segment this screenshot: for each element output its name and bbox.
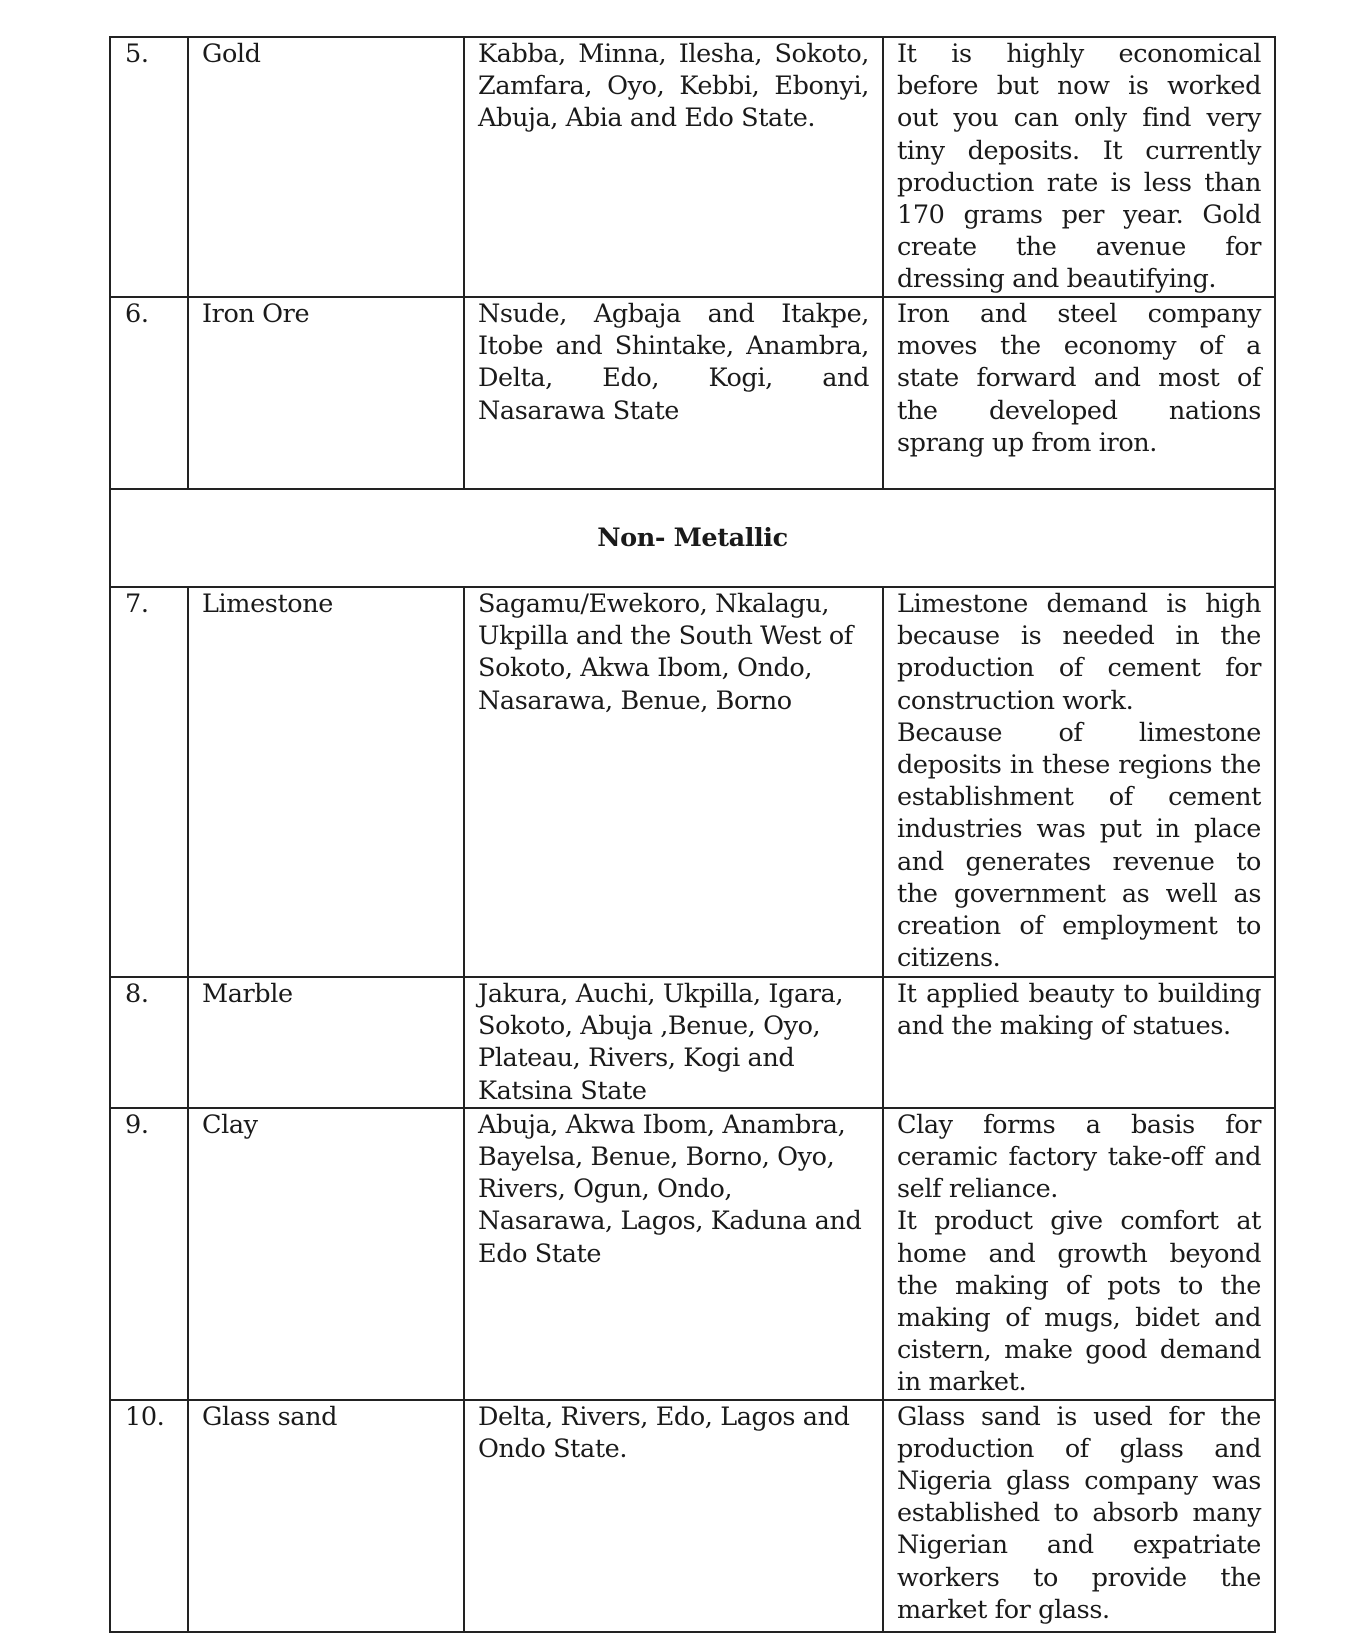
row-number: 10. bbox=[110, 1400, 188, 1632]
minerals-table bbox=[109, 36, 1276, 1633]
table-row bbox=[110, 1108, 1275, 1400]
economic-importance bbox=[883, 977, 1275, 1108]
row-number: 7. bbox=[110, 587, 188, 977]
economic-importance bbox=[883, 297, 1275, 489]
importance-paragraph: Iron and steel company moves the economy of a state forward and most of the developed nations sprang up from iron. bbox=[897, 299, 1261, 458]
importance-paragraph: Limestone demand is high because is needed in the production of cement for construction work. bbox=[897, 589, 1261, 716]
table-row bbox=[110, 297, 1275, 489]
mineral-name: Gold bbox=[188, 37, 464, 297]
economic-importance bbox=[883, 1108, 1275, 1400]
economic-importance bbox=[883, 1400, 1275, 1632]
importance-paragraph: Glass sand is used for the production of glass and Nigeria glass company was established to absorb many Nigerian and expatriate workers to provide the market for glass. bbox=[897, 1401, 1261, 1625]
importance-paragraph: It applied beauty to building and the making of statues. bbox=[897, 979, 1261, 1042]
table-row bbox=[110, 37, 1275, 297]
deposit-locations: Delta, Rivers, Edo, Lagos and Ondo State. bbox=[464, 1400, 883, 1632]
mineral-name: Glass sand bbox=[188, 1400, 464, 1632]
mineral-name: Iron Ore bbox=[188, 297, 464, 489]
deposit-locations: Abuja, Akwa Ibom, Anambra, Bayelsa, Benue, Borno, Oyo, Rivers, Ogun, Ondo, Nasarawa, Lagos, Kaduna and Edo State bbox=[464, 1108, 883, 1400]
deposit-locations: Kabba, Minna, Ilesha, Sokoto, Zamfara, Oyo, Kebbi, Ebonyi, Abuja, Abia and Edo State. bbox=[464, 37, 883, 297]
row-number: 6. bbox=[110, 297, 188, 489]
deposit-locations: Sagamu/Ewekoro, Nkalagu, Ukpilla and the South West of Sokoto, Akwa Ibom, Ondo, Nasarawa, Benue, Borno bbox=[464, 587, 883, 977]
table-row bbox=[110, 587, 1275, 977]
importance-paragraph: Because of limestone deposits in these regions the establishment of cement industries was put in place and generates revenue to the government as well as creation of employment to citizens. bbox=[897, 717, 1261, 974]
table-row bbox=[110, 977, 1275, 1108]
section-heading: Non- Metallic bbox=[110, 489, 1275, 587]
mineral-name: Marble bbox=[188, 977, 464, 1108]
row-number: 5. bbox=[110, 37, 188, 297]
importance-paragraph: Clay forms a basis for ceramic factory take-off and self reliance. bbox=[897, 1109, 1261, 1205]
economic-importance bbox=[883, 37, 1275, 297]
deposit-locations: Nsude, Agbaja and Itakpe, Itobe and Shintake, Anambra, Delta, Edo, Kogi, and Nasarawa State bbox=[464, 297, 883, 489]
row-number: 9. bbox=[110, 1108, 188, 1400]
section-row bbox=[110, 489, 1275, 587]
row-number: 8. bbox=[110, 977, 188, 1108]
deposit-locations: Jakura, Auchi, Ukpilla, Igara, Sokoto, Abuja ,Benue, Oyo, Plateau, Rivers, Kogi and Katsina State bbox=[464, 977, 883, 1108]
mineral-name: Limestone bbox=[188, 587, 464, 977]
importance-paragraph: It is highly economical before but now is worked out you can only find very tiny deposits. It currently production rate is less than 170 grams per year. Gold create the avenue for dressing and beautifying. bbox=[897, 39, 1261, 295]
table-row bbox=[110, 1400, 1275, 1632]
importance-paragraph: It product give comfort at home and growth beyond the making of pots to the making of mugs, bidet and cistern, make good demand in market. bbox=[897, 1206, 1261, 1398]
economic-importance bbox=[883, 587, 1275, 977]
mineral-name: Clay bbox=[188, 1108, 464, 1400]
